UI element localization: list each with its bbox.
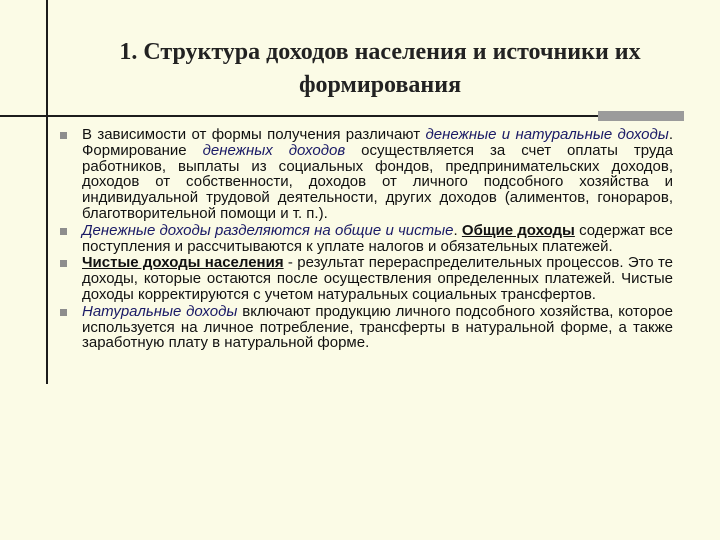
square-bullet-icon bbox=[60, 132, 67, 139]
bullet-text: включают продукцию личного подсобного хозяйства, которое используется на личное потребление, трансферты в натуральной форме, а также заработную плату в натуральной форме. bbox=[82, 302, 674, 352]
slide-title: 1. Структура доходов населения и источники их формирования bbox=[119, 39, 641, 98]
bullet-item-net-income bbox=[82, 255, 673, 302]
bullet-text: . Формирование bbox=[82, 126, 673, 159]
term-money-and-natural-income: денежные и натуральные доходы bbox=[425, 126, 669, 143]
term-money-income: денежных доходов bbox=[202, 141, 346, 159]
term-net-income: Чистые доходы населения bbox=[82, 254, 284, 272]
bullet-list bbox=[82, 127, 673, 352]
vertical-rule bbox=[46, 0, 48, 384]
bullet-text: разделяются на общие и чистые bbox=[210, 221, 454, 239]
bullet-text: В зависимости от формы получения различают bbox=[82, 126, 426, 143]
square-bullet-icon bbox=[60, 260, 67, 267]
bullet-text: осуществляется за счет оплаты труда работников, выплаты из социальных фондов, предпринимательских доходов, доходов от собственности, доходов от личного подсобного хозяйства и индивидуальной трудовой деятельности, других доходов (алиментов, гонораров, благотворительной помощи и т. п.). bbox=[82, 141, 674, 222]
bullet-text: . bbox=[453, 221, 462, 239]
bullet-item-money-vs-natural bbox=[82, 127, 673, 222]
term-natural-income: Натуральные доходы bbox=[82, 302, 238, 320]
square-bullet-icon bbox=[60, 309, 67, 316]
term-money-income: Денежные доходы bbox=[82, 221, 211, 239]
bullet-item-natural-income bbox=[82, 304, 673, 351]
title-accent-bar bbox=[598, 111, 684, 121]
term-general-income: Общие доходы bbox=[461, 221, 575, 239]
square-bullet-icon bbox=[60, 228, 67, 235]
bullet-text: содержат все поступления и рассчитываются к уплате налогов и обязательных платежей. bbox=[82, 221, 674, 255]
bullet-text: - результат перераспределительных процессов. Это те доходы, которые остаются после осуществления определенных платежей. Чистые доходы корректируются с учетом натуральных социальных трансфертов. bbox=[82, 254, 673, 303]
title-underline-rule bbox=[0, 115, 598, 117]
bullet-item-general-and-net bbox=[82, 223, 673, 255]
